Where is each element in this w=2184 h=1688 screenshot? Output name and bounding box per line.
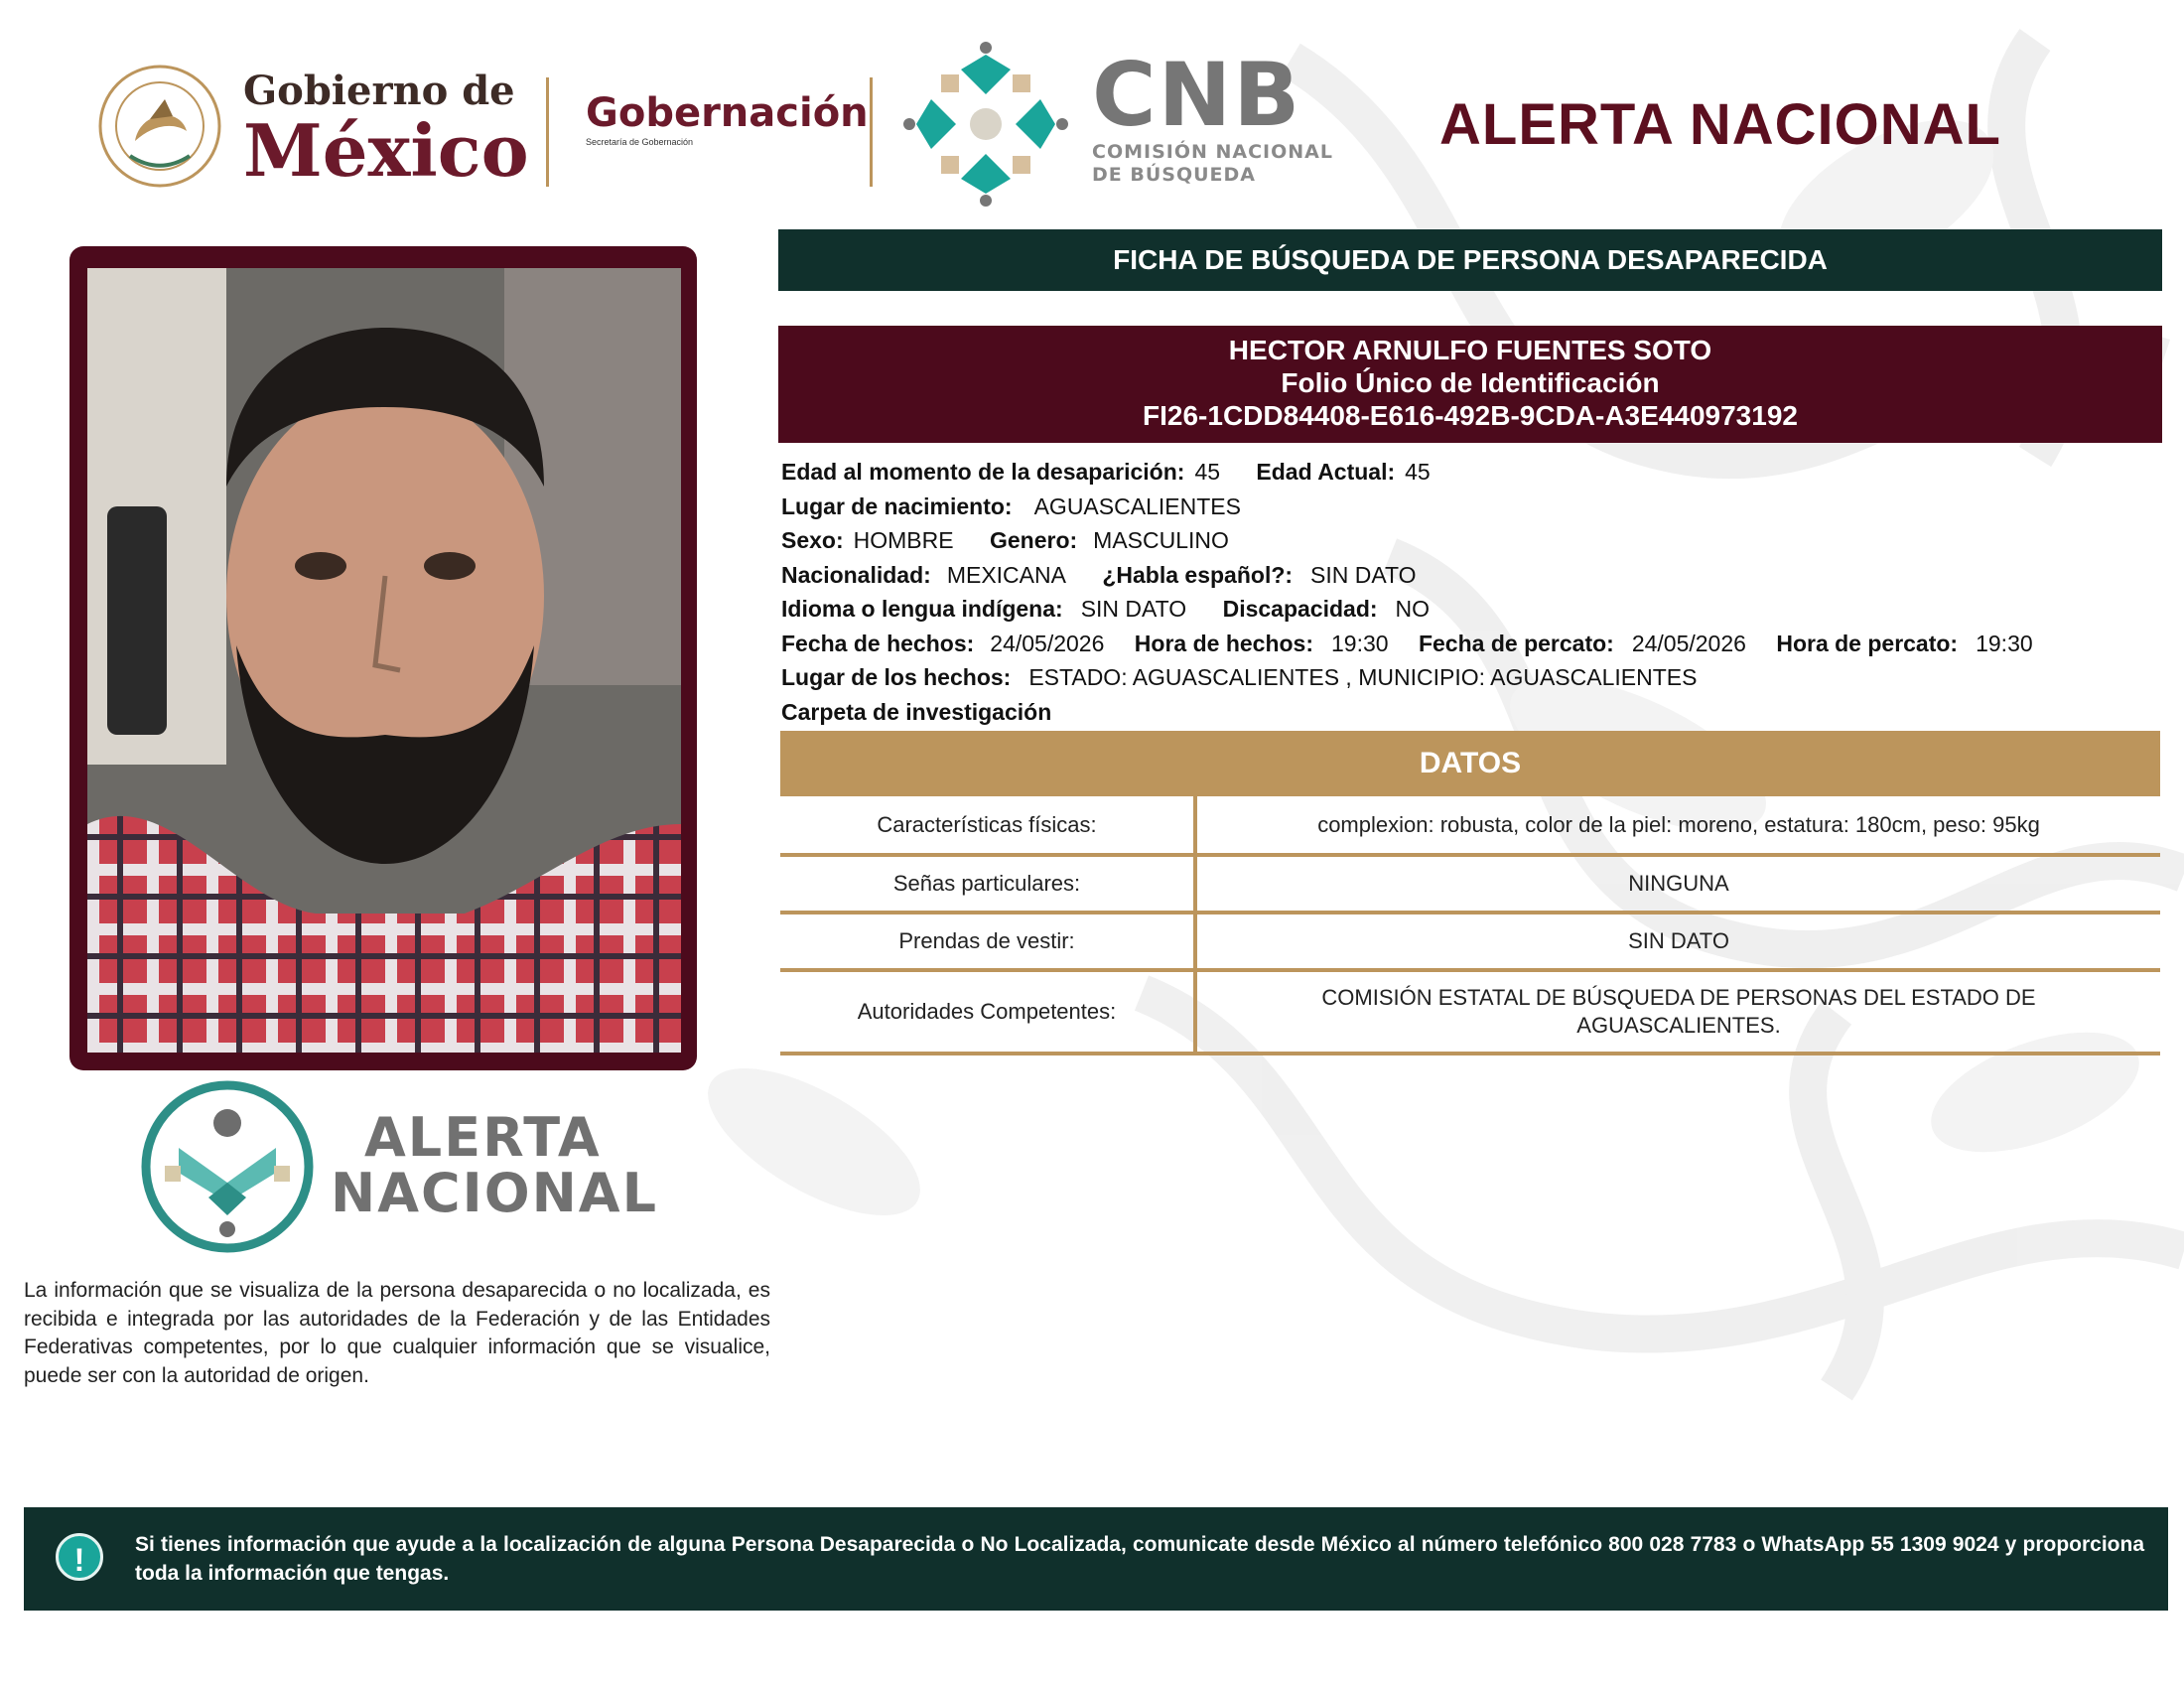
info-row-idioma [781, 592, 2151, 627]
cnb-line1: COMISIÓN NACIONAL [1092, 141, 1333, 163]
fecha-percato-label: Fecha de percato: [1418, 630, 1614, 656]
table-row [780, 972, 2160, 1055]
gob-line2: México [243, 108, 529, 193]
person-identity-block [778, 326, 2162, 443]
gobernacion-subtitle: Secretaría de Gobernación [586, 137, 694, 147]
nacional-word: NACIONAL [331, 1162, 659, 1224]
table-row [780, 914, 2160, 972]
hora-hechos-label: Hora de hechos: [1134, 630, 1314, 656]
info-row-nacionalidad [781, 558, 2151, 593]
gobierno-de-mexico-logo [243, 68, 529, 193]
habla-espanol-label: ¿Habla español?: [1102, 561, 1294, 588]
info-row-lugar-hechos [781, 660, 2151, 695]
ficha-title: FICHA DE BÚSQUEDA DE PERSONA DESAPARECIDA [1113, 244, 1828, 275]
lugar-hechos-value: ESTADO: AGUASCALIENTES , MUNICIPIO: AGUASCALIENTES [1028, 664, 1698, 690]
person-name: HECTOR ARNULFO FUENTES SOTO [1228, 335, 1712, 365]
edad-desaparicion-value: 45 [1194, 459, 1221, 485]
hora-hechos-value: 19:30 [1331, 630, 1389, 656]
gobernacion-logo [586, 91, 869, 147]
footer-contact-bar [24, 1507, 2168, 1611]
datos-table [780, 796, 2160, 1055]
fecha-hechos-label: Fecha de hechos: [781, 630, 975, 656]
escudo-nacional-icon [95, 62, 224, 191]
discapacidad-label: Discapacidad: [1222, 596, 1378, 622]
alerta-word: ALERTA [364, 1106, 602, 1169]
lugar-nacimiento-value: AGUASCALIENTES [1033, 492, 1241, 519]
sexo-label: Sexo: [781, 527, 844, 553]
datos-label: Prendas de vestir: [780, 914, 1197, 968]
edad-actual-label: Edad Actual: [1256, 459, 1396, 485]
fecha-hechos-value: 24/05/2026 [990, 630, 1105, 656]
info-row-edad [781, 455, 2151, 490]
folio-value: FI26-1CDD84408-E616-492B-9CDA-A3E440973192 [1143, 400, 1798, 431]
person-info [781, 455, 2151, 729]
disclaimer-text: La información que se visualiza de la persona desaparecida o no localizada, es recibida e integrada por las autoridades de la Federación y de las Entidades Federativas competentes, por lo que cualquier información que se visualice, puede ser con la autoridad de origen. [24, 1279, 770, 1387]
alerta-nacional-wordmark [331, 1106, 659, 1224]
hora-percato-value: 19:30 [1976, 630, 2033, 656]
folio-label: Folio Único de Identificación [1281, 367, 1660, 398]
exclamation-icon: ! [56, 1533, 103, 1581]
genero-value: MASCULINO [1093, 527, 1229, 553]
alerta-nacional-logo-icon [139, 1078, 316, 1255]
discapacidad-value: NO [1395, 596, 1431, 622]
cnb-wordmark [1092, 44, 1333, 187]
header-divider [546, 77, 549, 187]
datos-label: Autoridades Competentes: [780, 972, 1197, 1052]
gob-line1: Gobierno de [243, 68, 515, 114]
nacionalidad-label: Nacionalidad: [781, 561, 931, 588]
cnb-line2: DE BÚSQUEDA [1092, 164, 1256, 186]
edad-desaparicion-label: Edad al momento de la desaparición: [781, 459, 1185, 485]
genero-label: Genero: [989, 527, 1078, 553]
fecha-percato-value: 24/05/2026 [1631, 630, 1746, 656]
idioma-label: Idioma o lengua indígena: [781, 596, 1063, 622]
info-row-nacimiento [781, 490, 2151, 524]
datos-value: NINGUNA [1628, 871, 1729, 896]
datos-value: COMISIÓN ESTATAL DE BÚSQUEDA DE PERSONAS DEL ESTADO DE AGUASCALIENTES. [1321, 985, 2036, 1038]
header-divider [870, 77, 873, 187]
habla-espanol-value: SIN DATO [1310, 561, 1417, 588]
info-row-carpeta [781, 695, 2151, 730]
footer-contact-text: Si tienes información que ayude a la localización de alguna Persona Desaparecida o No Localizada, comunicate desde México al número telefónico 800 028 7783 o WhatsApp 55 1309 9024 y proporciona toda la información que tengas. [135, 1533, 2144, 1585]
info-row-fechas [781, 627, 2151, 661]
datos-header [780, 731, 2160, 796]
datos-value: SIN DATO [1628, 928, 1729, 953]
lugar-nacimiento-label: Lugar de nacimiento: [781, 492, 1013, 519]
datos-value: complexion: robusta, color de la piel: moreno, estatura: 180cm, peso: 95kg [1317, 811, 2040, 837]
table-row [780, 857, 2160, 914]
ficha-title-bar [778, 229, 2162, 291]
idioma-value: SIN DATO [1080, 596, 1187, 622]
datos-label: Características físicas: [780, 796, 1197, 853]
datos-title: DATOS [1419, 747, 1522, 779]
gobernacion-title: Gobernación [586, 90, 869, 136]
alerta-nacional-title: ALERTA NACIONAL [1439, 92, 2001, 157]
lugar-hechos-label: Lugar de los hechos: [781, 664, 1012, 690]
hora-percato-label: Hora de percato: [1776, 630, 1959, 656]
carpeta-label: Carpeta de investigación [781, 698, 1052, 725]
nacionalidad-value: MEXICANA [946, 561, 1066, 588]
edad-actual-value: 45 [1405, 459, 1431, 485]
cnb-acronym: CNB [1092, 44, 1302, 146]
person-photo [87, 268, 681, 1053]
datos-label: Señas particulares: [780, 857, 1197, 911]
info-row-sexo [781, 523, 2151, 558]
cnb-logo-icon [901, 40, 1070, 209]
sexo-value: HOMBRE [853, 527, 954, 553]
table-row [780, 796, 2160, 857]
